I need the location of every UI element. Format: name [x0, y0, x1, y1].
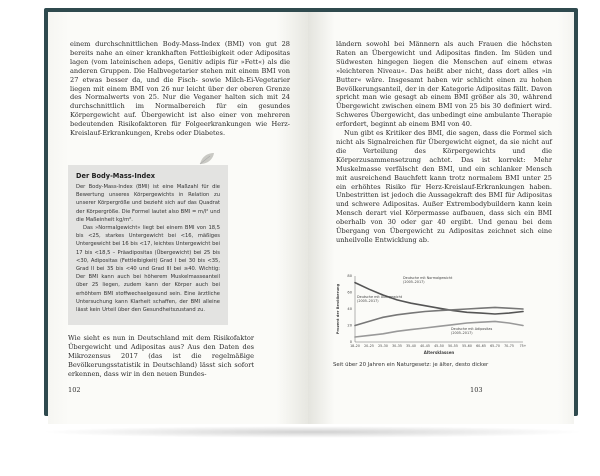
- right-paragraph: Nun gibt es Kritiker des BMI, die sagen, dass die Formel sich nicht als Signalreichen für Übergewicht eignet, da sie nicht auf die Verteilung des Körpergewichts und die Körperzusammensetzung achtet. Das ist korrekt: Mehr Muskelmasse verfälscht den BMI, und ein schlanker Mensch mit ausreichend Bauchfett kann trotz normalem BMI unter 25 ein erhöhtes Risiko für Herz-Kreislauf-Erkrankungen haben. Unbestritten ist jedoch die Aussagekraft des BMI für Adipositas und schwere Adipositas. Außer Extrembodybuildern kann kein Mensch derart viel Körpermasse aufbauen, dass sich ein BMI oberhalb von 30 oder gar 40 ergibt. Und genau bei dem Übergang von Übergewicht zu Adipositas zeichnet sich eine unheilvolle Entwicklung ab.: [336, 129, 552, 244]
- series-label: Deutsche mit Übergewicht (2005–2017): [357, 295, 403, 303]
- info-box-title: Der Body-Mass-Index: [76, 172, 155, 180]
- y-axis-label: Prozent der Bevölkerung: [336, 283, 340, 335]
- x-tick-label: 18–20: [350, 344, 360, 348]
- x-tick-label: 30–35: [392, 344, 402, 348]
- x-tick-label: 60–65: [476, 344, 486, 348]
- y-tick-label: 0: [349, 340, 352, 345]
- y-tick-label: 20: [347, 323, 352, 328]
- x-tick-label: 65–70: [490, 344, 500, 348]
- series-label: Deutsche mit Adipositas (2005–2017): [451, 327, 493, 335]
- right-page-text: [336, 40, 552, 245]
- right-paragraph: ländern sowohl bei Männern als auch Frauen die höchsten Raten an Übergewicht und Adipositas finden. Im Süden und Südwesten hingegen liegen die Menschen auf einem etwas »leichteren Niveau«. Das heißt aber nicht, dass dort alles »in Butter« wäre. Insgesamt haben wir schlicht einen zu hohen Bevölkerungsanteil, der in der Kategorie Adipositas fällt. Davon spricht man wie gesagt ab einem BMI größer als 30, während Übergewicht zwischen einem BMI von 25 bis 30 definiert wird. Schweres Übergewicht, das unbedingt eine ambulante Therapie erfordert, beginnt ab einem BMI von 40.: [336, 40, 552, 129]
- x-tick-label: 35–40: [406, 344, 416, 348]
- x-tick-label: 70–75: [504, 344, 514, 348]
- x-tick-label: 45–50: [434, 344, 444, 348]
- page-number-left: 102: [68, 386, 81, 394]
- y-tick-label: 80: [347, 274, 352, 279]
- x-axis-label: Altersklassen: [423, 350, 455, 355]
- series-label: Deutsche mit Normalgewicht (2005–2017): [403, 276, 453, 284]
- left-paragraph: einem durchschnittlichen Body-Mass-Index (BMI) von gut 28 bereits nahe an einer krankhaften Fettleibigkeit oder Adipositas lagen (vom lateinischen adeps, Genitiv adipis für »Fett«) als die anderen Gruppen. Die Halbvegetarier stehen mit einem BMI von 27 etwas besser da, und die Fisch- sowie Milch-Ei-Vegetarier liegen mit einem BMI von 26 nur leicht über der oberen Grenze des Normalwerts von 25. Nur die Veganer halten sich mit 24 durchschnittlich im Normalbereich für ein gesundes Körpergewicht auf. Übergewicht ist also einer von mehreren bedeutenden Risikofaktoren für Folgeerkrankungen wie Herz-Kreislauf-Erkrankungen, Krebs oder Diabetes.: [70, 40, 290, 138]
- x-tick-label: 50–55: [448, 344, 458, 348]
- x-tick-label: 25–30: [378, 344, 388, 348]
- x-tick-label: 20–25: [364, 344, 374, 348]
- chart-caption: Seit über 20 Jahren ein Naturgesetz: je älter, desto dicker: [333, 362, 489, 368]
- x-tick-label: 40–45: [420, 344, 430, 348]
- info-box-paragraph: Der Body-Mass-Index (BMI) ist eine Maßzahl für die Bewertung unseres Körpergewichts in Relation zu unserer Körpergröße und bezieht sich auf das Quadrat der Körpergröße. Die Formel lautet also BMI = m/l² und die Maßeinheit kg/m².: [76, 184, 220, 223]
- left-paragraph-after-box: Wie sieht es nun in Deutschland mit dem Risikofaktor Übergewicht und Adipositas aus? Aus den Daten des Mikrozensus 2017 (das ist die regelmäßige Bevölkerungsstatistik in Deutschland) lässt sich sofort erkennen, dass wir in den neuen Bundes-: [68, 334, 254, 378]
- series-line: [355, 307, 523, 325]
- info-box-paragraph: Das »Normalgewicht« liegt bei einem BMI von 18,5 bis <25, starkes Untergewicht bei <16, mäßiges Untergewicht bei 16 bis <17, leichtes Untergewicht bei 17 bis <18,5 – Präadipositas (Übergewicht) bei 25 bis <30, Adipositas (Fettleibigkeit) Grad I bei 30 bis <35, Grad II bei 35 bis <40 und Grad III bei ≥40. Wichtig: Der BMI kann auch bei höherem Muskelmasseanteil über 25 liegen, zudem kann der Körper auch bei erhöhtem BMI stoffwechselgesund sein. Eine ärztliche Untersuchung kann Klarheit schaffen, der BMI alleine lässt kein Urteil über den Gesundheitszustand zu.: [76, 225, 220, 314]
- series-line: [355, 321, 523, 337]
- bmi-info-box: [68, 165, 228, 325]
- left-page-text: [70, 40, 290, 138]
- page-number-right: 103: [470, 386, 483, 394]
- leaf-icon: [198, 152, 216, 166]
- x-tick-label: 55–60: [462, 344, 472, 348]
- y-tick-label: 40: [347, 307, 352, 312]
- left-page-continued: [68, 334, 254, 379]
- x-tick-label: 75+: [519, 344, 527, 348]
- bmi-line-chart: [333, 272, 528, 360]
- y-tick-label: 60: [347, 290, 352, 295]
